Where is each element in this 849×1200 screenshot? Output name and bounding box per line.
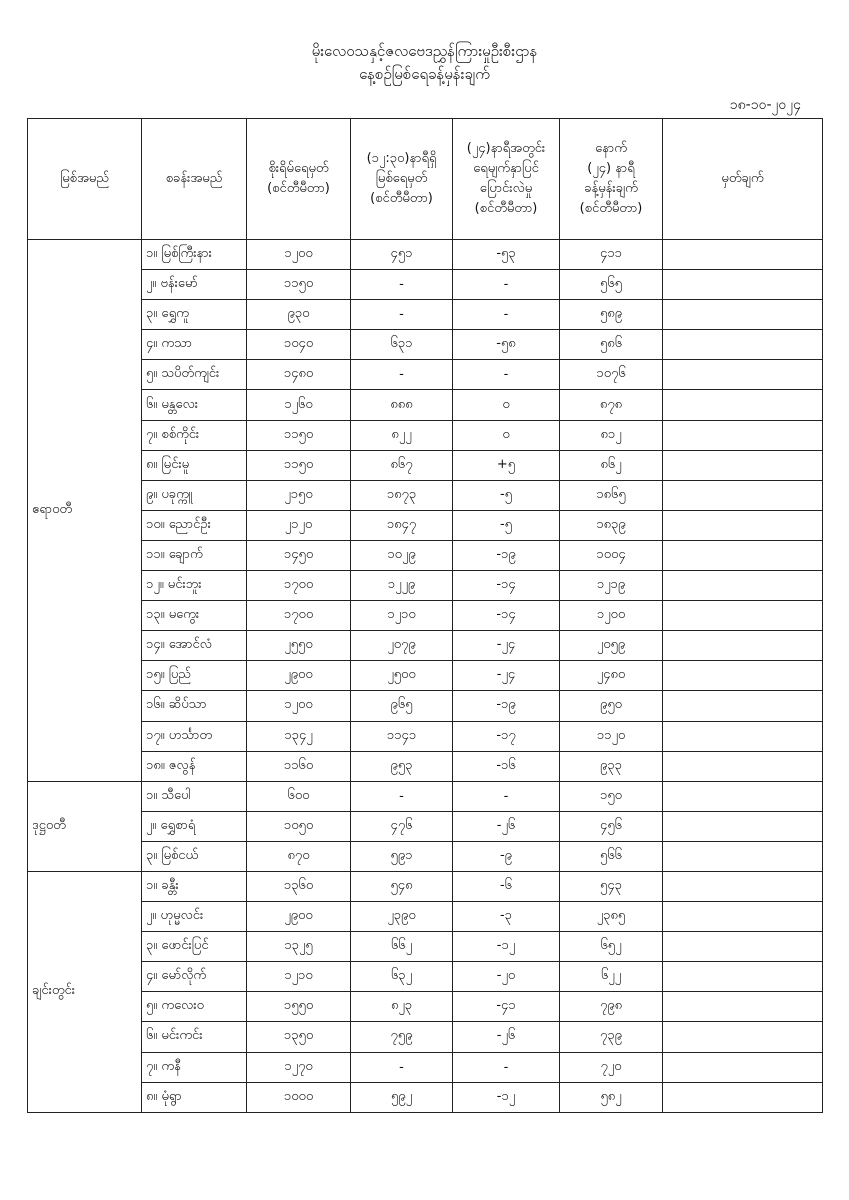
station-name-cell: ၉။ ပခုက္ကူ xyxy=(142,480,247,510)
current-level-cell: ၈၂၂ xyxy=(351,420,453,450)
current-level-cell: - xyxy=(351,270,453,300)
current-level-cell: ၄၅၁ xyxy=(351,240,453,270)
level-change-cell: -၁၄ xyxy=(453,601,560,631)
danger-level-cell: ၁၂၆၀ xyxy=(247,390,351,420)
station-name-cell: ၂။ ဗန်းမော် xyxy=(142,270,247,300)
table-row xyxy=(28,841,823,871)
forecast-level-cell: ၂၄၈၀ xyxy=(560,661,663,691)
danger-level-cell: ၁၃၄၂ xyxy=(247,721,351,751)
header-forecast-line-4: (စင်တီမီတာ) xyxy=(579,201,643,216)
table-row xyxy=(28,721,823,751)
current-level-cell: ၁၈၄၇ xyxy=(351,510,453,540)
table-row xyxy=(28,902,823,932)
current-level-cell: ၆၆၂ xyxy=(351,932,453,962)
remark-cell xyxy=(663,631,823,661)
station-name-cell: ၁၆။ ဆိပ်သာ xyxy=(142,691,247,721)
station-name-cell: ၁၈။ ဇလွန် xyxy=(142,751,247,781)
table-row xyxy=(28,601,823,631)
table-header-row xyxy=(28,119,823,240)
station-name-cell: ၃။ ရွှေကူ xyxy=(142,300,247,330)
forecast-level-cell: ၄၁၁ xyxy=(560,240,663,270)
header-forecast-line-3: ခန့်မှန်းချက် xyxy=(584,181,638,196)
danger-level-cell: ၁၇၀၀ xyxy=(247,601,351,631)
danger-level-cell: ၁၁၅၀ xyxy=(247,270,351,300)
forecast-level-cell: ၇၂၀ xyxy=(560,1052,663,1082)
current-level-cell: ၂၃၉၀ xyxy=(351,902,453,932)
header-remark: မှတ်ချက် xyxy=(663,119,823,240)
header-station: စခန်းအမည် xyxy=(142,119,247,240)
danger-level-cell: ၁၂၇၀ xyxy=(247,1052,351,1082)
level-change-cell: -၅၃ xyxy=(453,240,560,270)
level-change-cell: ၀ xyxy=(453,420,560,450)
remark-cell xyxy=(663,240,823,270)
station-name-cell: ၁၁။ ချောက် xyxy=(142,540,247,570)
current-level-cell: - xyxy=(351,1052,453,1082)
level-change-cell: ၀ xyxy=(453,390,560,420)
table-row xyxy=(28,480,823,510)
remark-cell xyxy=(663,1052,823,1082)
level-change-cell: -၃ xyxy=(453,902,560,932)
forecast-level-cell: ၅၈၂ xyxy=(560,1082,663,1112)
danger-level-cell: ၁၀၅၀ xyxy=(247,811,351,841)
remark-cell xyxy=(663,571,823,601)
current-level-cell: ၆၃၁ xyxy=(351,330,453,360)
table-row xyxy=(28,571,823,601)
level-change-cell: -၆ xyxy=(453,871,560,901)
danger-level-cell: ၁၅၅၀ xyxy=(247,992,351,1022)
level-change-cell: -၁၇ xyxy=(453,721,560,751)
header-danger-line-1: စိုးရိမ်ရေမှတ် xyxy=(268,161,329,176)
table-row xyxy=(28,360,823,390)
header-change-line-4: (စင်တီမီတာ) xyxy=(474,201,538,216)
table-body xyxy=(28,240,823,1113)
station-name-cell: ၁၂။ မင်းဘူး xyxy=(142,571,247,601)
remark-cell xyxy=(663,721,823,751)
current-level-cell: ၁၀၂၉ xyxy=(351,540,453,570)
current-level-cell: ၇၅၉ xyxy=(351,1022,453,1052)
danger-level-cell: ၁၀၀၀ xyxy=(247,1082,351,1112)
current-level-cell: ၁၈၇၃ xyxy=(351,480,453,510)
forecast-level-cell: ၅၈၉ xyxy=(560,300,663,330)
danger-level-cell: ၁၇၀၀ xyxy=(247,571,351,601)
table-row xyxy=(28,992,823,1022)
current-level-cell: ၉၆၅ xyxy=(351,691,453,721)
danger-level-cell: ၁၃၂၅ xyxy=(247,932,351,962)
danger-level-cell: ၁၂၀၀ xyxy=(247,691,351,721)
level-change-cell: -၂၄ xyxy=(453,661,560,691)
current-level-cell: - xyxy=(351,300,453,330)
danger-level-cell: ၂၉၀၀ xyxy=(247,661,351,691)
remark-cell xyxy=(663,300,823,330)
danger-level-cell: ၂၁၂၀ xyxy=(247,510,351,540)
forecast-level-cell: ၁၈၃၉ xyxy=(560,510,663,540)
level-change-cell: -၁၄ xyxy=(453,571,560,601)
forecast-level-cell: ၇၉၈ xyxy=(560,992,663,1022)
station-name-cell: ၅။ ကလေးဝ xyxy=(142,992,247,1022)
level-change-cell: -၂၄ xyxy=(453,631,560,661)
remark-cell xyxy=(663,390,823,420)
forecast-level-cell: ၈၇၈ xyxy=(560,390,663,420)
level-change-cell: -၁၉ xyxy=(453,540,560,570)
level-change-cell: - xyxy=(453,1052,560,1082)
current-level-cell: ၂၀၇၉ xyxy=(351,631,453,661)
station-name-cell: ၁၇။ ဟင်္သာတ xyxy=(142,721,247,751)
table-row xyxy=(28,420,823,450)
station-name-cell: ၁၃။ မကွေး xyxy=(142,601,247,631)
current-level-cell: ၆၃၂ xyxy=(351,962,453,992)
table-row xyxy=(28,962,823,992)
remark-cell xyxy=(663,450,823,480)
danger-level-cell: ၁၁၅၀ xyxy=(247,420,351,450)
header-change xyxy=(453,119,560,240)
forecast-level-cell: ၁၈၆၅ xyxy=(560,480,663,510)
current-level-cell: ၁၂၂၉ xyxy=(351,571,453,601)
forecast-level-cell: ၉၅၀ xyxy=(560,691,663,721)
station-name-cell: ၁၄။ အောင်လံ xyxy=(142,631,247,661)
danger-level-cell: ၁၄၅၀ xyxy=(247,540,351,570)
forecast-level-cell: ၁၅၀ xyxy=(560,781,663,811)
forecast-level-cell: ၇၃၉ xyxy=(560,1022,663,1052)
table-row xyxy=(28,300,823,330)
table-row xyxy=(28,631,823,661)
report-date: ၁၈-၁၀-၂၀၂၄ xyxy=(729,97,801,113)
danger-level-cell: ၁၂၁၀ xyxy=(247,962,351,992)
current-level-cell: ၁၂၁၀ xyxy=(351,601,453,631)
table-row xyxy=(28,751,823,781)
table-row xyxy=(28,661,823,691)
document-title: မိုးလေဝသနှင့်ဇလဗေဒညွှန်ကြားမှုဦးစီးဌာန xyxy=(311,42,538,60)
level-change-cell: -၁၉ xyxy=(453,691,560,721)
station-name-cell: ၆။ မန္တလေး xyxy=(142,390,247,420)
station-name-cell: ၈။ မုံရွာ xyxy=(142,1082,247,1112)
forecast-level-cell: ၂၀၅၉ xyxy=(560,631,663,661)
forecast-level-cell: ၈၆၂ xyxy=(560,450,663,480)
danger-level-cell: ၁၁၆၀ xyxy=(247,751,351,781)
remark-cell xyxy=(663,270,823,300)
remark-cell xyxy=(663,420,823,450)
station-name-cell: ၈။ မြင်းမူ xyxy=(142,450,247,480)
document-subtitle: နေ့စဉ်မြစ်ရေခန့်မှန်းချက် xyxy=(359,65,490,83)
table-row xyxy=(28,871,823,901)
river-name-cell: ချင်းတွင်း xyxy=(28,871,142,1112)
current-level-cell: ၂၅၀၀ xyxy=(351,661,453,691)
danger-level-cell: ၂၅၅၀ xyxy=(247,631,351,661)
remark-cell xyxy=(663,540,823,570)
station-name-cell: ၁။ သီပေါ xyxy=(142,781,247,811)
level-change-cell: - xyxy=(453,270,560,300)
table-row xyxy=(28,1082,823,1112)
danger-level-cell: ၂၉၀၀ xyxy=(247,902,351,932)
current-level-cell: ၈၈၈ xyxy=(351,390,453,420)
danger-level-cell: ၈၇၀ xyxy=(247,841,351,871)
current-level-cell: ၁၁၄၁ xyxy=(351,721,453,751)
station-name-cell: ၂။ ရွှေစာရံ xyxy=(142,811,247,841)
forecast-level-cell: ၅၆၆ xyxy=(560,841,663,871)
level-change-cell: -၅ xyxy=(453,510,560,540)
current-level-cell: ၈၆၇ xyxy=(351,450,453,480)
forecast-level-cell: ၆၂၂ xyxy=(560,962,663,992)
header-change-line-1: (၂၄)နာရီအတွင်း xyxy=(466,141,546,156)
table-row xyxy=(28,1052,823,1082)
station-name-cell: ၁။ မြစ်ကြီးနား xyxy=(142,240,247,270)
station-name-cell: ၇။ ကနီ xyxy=(142,1052,247,1082)
header-forecast-line-2: (၂၄) နာရီ xyxy=(587,161,635,176)
forecast-level-cell: ၆၅၂ xyxy=(560,932,663,962)
danger-level-cell: ၁၁၅၀ xyxy=(247,450,351,480)
remark-cell xyxy=(663,1082,823,1112)
header-change-line-2: ရေမျက်နှာပြင် xyxy=(473,161,539,176)
level-change-cell: -၂၀ xyxy=(453,962,560,992)
remark-cell xyxy=(663,480,823,510)
table-row xyxy=(28,330,823,360)
level-change-cell: -၄၁ xyxy=(453,992,560,1022)
danger-level-cell: ၁၀၄၀ xyxy=(247,330,351,360)
level-change-cell: -၅ xyxy=(453,480,560,510)
header-level-line-1: (၁၂:၃၀)နာရီရှိ xyxy=(366,151,437,166)
current-level-cell: ၄၇၆ xyxy=(351,811,453,841)
forecast-level-cell: ၄၅၆ xyxy=(560,811,663,841)
level-change-cell: - xyxy=(453,300,560,330)
table-row xyxy=(28,1022,823,1052)
forecast-level-cell: ၅၄၃ xyxy=(560,871,663,901)
level-change-cell: - xyxy=(453,781,560,811)
table-row xyxy=(28,932,823,962)
remark-cell xyxy=(663,330,823,360)
remark-cell xyxy=(663,360,823,390)
level-change-cell: -၅၈ xyxy=(453,330,560,360)
current-level-cell: - xyxy=(351,781,453,811)
table-row xyxy=(28,450,823,480)
danger-level-cell: ၂၁၅၀ xyxy=(247,480,351,510)
current-level-cell: ၈၂၃ xyxy=(351,992,453,1022)
danger-level-cell: ၁၃၅၀ xyxy=(247,1022,351,1052)
danger-level-cell: ၁၂၀၀ xyxy=(247,240,351,270)
danger-level-cell: ၁၄၈၀ xyxy=(247,360,351,390)
station-name-cell: ၄။ မော်လိုက် xyxy=(142,962,247,992)
forecast-level-cell: ၁၁၂၀ xyxy=(560,721,663,751)
station-name-cell: ၅။ သပိတ်ကျင်း xyxy=(142,360,247,390)
forecast-level-cell: ၅၆၅ xyxy=(560,270,663,300)
header-current-level xyxy=(351,119,453,240)
remark-cell xyxy=(663,902,823,932)
remark-cell xyxy=(663,871,823,901)
level-change-cell: -၂၆ xyxy=(453,1022,560,1052)
header-danger-level xyxy=(247,119,351,240)
station-name-cell: ၇။ စစ်ကိုင်း xyxy=(142,420,247,450)
remark-cell xyxy=(663,691,823,721)
current-level-cell: ၉၅၃ xyxy=(351,751,453,781)
current-level-cell: ၅၄၈ xyxy=(351,871,453,901)
forecast-level-cell: ၉၃၃ xyxy=(560,751,663,781)
table-row xyxy=(28,240,823,270)
remark-cell xyxy=(663,811,823,841)
header-level-line-2: မြစ်ရေမှတ် xyxy=(375,171,428,186)
station-name-cell: ၄။ ကသာ xyxy=(142,330,247,360)
remark-cell xyxy=(663,932,823,962)
river-name-cell: ဒုဋ္ဌဝတီ xyxy=(28,781,142,871)
header-river: မြစ်အမည် xyxy=(28,119,142,240)
danger-level-cell: ၆၀၀ xyxy=(247,781,351,811)
station-name-cell: ၆။ မင်းကင်း xyxy=(142,1022,247,1052)
station-name-cell: ၃။ မြစ်ငယ် xyxy=(142,841,247,871)
forecast-level-cell: ၁၀၀၄ xyxy=(560,540,663,570)
station-name-cell: ၂။ ဟုမ္မလင်း xyxy=(142,902,247,932)
river-forecast-table xyxy=(27,118,823,1113)
forecast-level-cell: ၂၃၈၅ xyxy=(560,902,663,932)
table-row xyxy=(28,510,823,540)
level-change-cell: -၁၆ xyxy=(453,751,560,781)
forecast-level-cell: ၁၂၁၉ xyxy=(560,571,663,601)
station-name-cell: ၁၅။ ပြည် xyxy=(142,661,247,691)
forecast-level-cell: ၅၈၆ xyxy=(560,330,663,360)
remark-cell xyxy=(663,841,823,871)
table-row xyxy=(28,781,823,811)
header-forecast xyxy=(560,119,663,240)
level-change-cell: -၉ xyxy=(453,841,560,871)
forecast-level-cell: ၁၂၀၀ xyxy=(560,601,663,631)
table-row xyxy=(28,540,823,570)
level-change-cell: - xyxy=(453,360,560,390)
table-row xyxy=(28,270,823,300)
level-change-cell: -၂၆ xyxy=(453,811,560,841)
river-name-cell: ဧရာဝတီ xyxy=(28,240,142,782)
remark-cell xyxy=(663,1022,823,1052)
header-change-line-3: ပြောင်းလဲမှု xyxy=(479,181,533,196)
level-change-cell: +၅ xyxy=(453,450,560,480)
remark-cell xyxy=(663,661,823,691)
forecast-level-cell: ၈၁၂ xyxy=(560,420,663,450)
station-name-cell: ၁။ ခန္တီး xyxy=(142,871,247,901)
level-change-cell: -၁၂ xyxy=(453,1082,560,1112)
remark-cell xyxy=(663,601,823,631)
header-danger-line-2: (စင်တီမီတာ) xyxy=(267,181,330,196)
current-level-cell: ၅၉၂ xyxy=(351,1082,453,1112)
current-level-cell: ၅၉၁ xyxy=(351,841,453,871)
station-name-cell: ၁၀။ ညောင်ဦး xyxy=(142,510,247,540)
remark-cell xyxy=(663,992,823,1022)
current-level-cell: - xyxy=(351,360,453,390)
table-row xyxy=(28,691,823,721)
remark-cell xyxy=(663,510,823,540)
header-forecast-line-1: နောက် xyxy=(595,141,627,156)
remark-cell xyxy=(663,962,823,992)
level-change-cell: -၁၂ xyxy=(453,932,560,962)
danger-level-cell: ၁၃၆၀ xyxy=(247,871,351,901)
table-row xyxy=(28,811,823,841)
table-row xyxy=(28,390,823,420)
forecast-level-cell: ၁၀၇၆ xyxy=(560,360,663,390)
station-name-cell: ၃။ ဖောင်းပြင် xyxy=(142,932,247,962)
remark-cell xyxy=(663,781,823,811)
remark-cell xyxy=(663,751,823,781)
header-level-line-3: (စင်တီမီတာ) xyxy=(370,191,433,206)
danger-level-cell: ၉၃၀ xyxy=(247,300,351,330)
